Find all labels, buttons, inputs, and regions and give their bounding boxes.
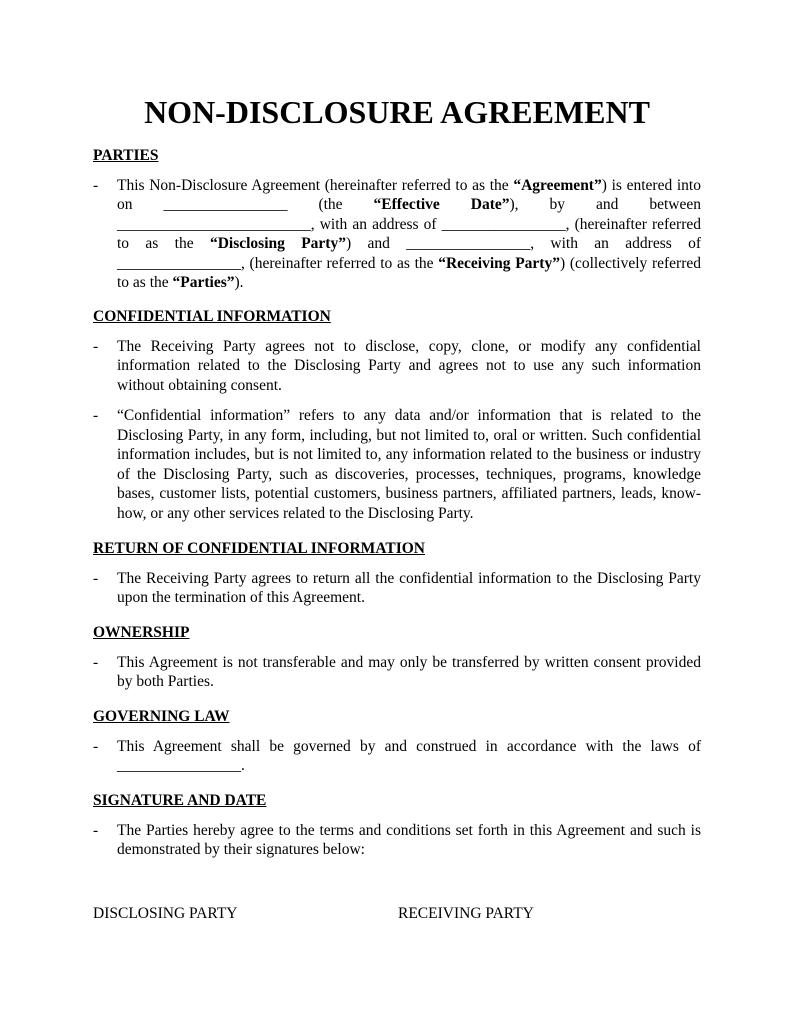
paragraph-text: The Parties hereby agree to the terms and conditions set forth in this Agreement and such is demonstrated by their signatures below:	[117, 821, 701, 858]
paragraph-text: The Receiving Party agrees to return all the confidential information to the Disclosing Party upon the termination of this Agreement.	[117, 569, 701, 606]
list-item	[93, 737, 701, 776]
section-heading: CONFIDENTIAL INFORMATION	[93, 308, 331, 325]
defined-term-parties: “Parties”	[172, 274, 235, 291]
document-title: NON-DISCLOSURE AGREEMENT	[144, 94, 650, 130]
section-heading: OWNERSHIP	[93, 624, 190, 641]
section-heading: GOVERNING LAW	[93, 708, 230, 725]
list-item	[93, 821, 701, 860]
defined-term-receiving-party: “Receiving Party”	[438, 254, 560, 272]
bullet-dash: -	[93, 407, 99, 424]
section-heading: SIGNATURE AND DATE	[93, 792, 267, 809]
list-item	[93, 176, 701, 293]
defined-term-effective-date: “Effective Date”	[373, 196, 510, 213]
list-item	[93, 653, 701, 692]
section-parties	[93, 146, 701, 304]
paragraph-text: This Non-Disclosure Agreement (hereinafter referred to as the	[117, 176, 514, 194]
section-ownership	[93, 623, 701, 703]
section-governing-law	[93, 707, 701, 787]
paragraph-text: The Receiving Party agrees not to disclose, copy, clone, or modify any confidential information related to the Disclosing Party and agrees not to use any such information without obtaining consent.	[117, 337, 701, 394]
section-return-of-confidential-information	[93, 539, 701, 619]
paragraph-text: ) and ________________, with an address of ________________, (hereinafter referred to as the	[117, 235, 702, 272]
section-signature-and-date	[93, 791, 701, 871]
paragraph-text: ), by and between _________________________, with an address of ________________, (hereinafter referred to as the	[117, 196, 701, 252]
list-item	[93, 406, 701, 523]
bullet-dash: -	[93, 176, 99, 194]
bullet-dash: -	[93, 337, 99, 355]
bullet-dash: -	[93, 569, 99, 587]
section-heading: PARTIES	[93, 147, 159, 164]
section-confidential-information	[93, 307, 701, 534]
defined-term-disclosing-party: “Disclosing Party”	[209, 235, 346, 252]
list-item	[93, 337, 701, 396]
list-item	[93, 569, 701, 608]
paragraph-text: ) is entered into on ________________ (the	[117, 176, 701, 213]
bullet-dash: -	[93, 821, 99, 839]
defined-term-agreement: “Agreement”	[513, 176, 602, 194]
paragraph-text: This Agreement shall be governed by and construed in accordance with the laws of ________________.	[117, 737, 701, 774]
paragraph-text: This Agreement is not transferable and may only be transferred by written consent provided by both Parties.	[117, 653, 701, 690]
receiving-party-signature-label: RECEIVING PARTY	[398, 905, 534, 922]
paragraph-text: ) (collectively referred to as the	[117, 254, 701, 291]
bullet-dash: -	[93, 737, 99, 755]
disclosing-party-signature-label: DISCLOSING PARTY	[93, 905, 238, 922]
parties-paragraph	[117, 176, 701, 293]
bullet-dash: -	[93, 653, 99, 671]
paragraph-text: ).	[234, 274, 244, 291]
section-heading: RETURN OF CONFIDENTIAL INFORMATION	[93, 540, 425, 557]
paragraph-text: “Confidential information” refers to any data and/or information that is related to the Disclosing Party, in any form, including, but not limited to, oral or written. Such confidential information includes, but is not limited to, any information related to the business or industry of the Disclosing Party, such as discoveries, processes, techniques, programs, knowledge bases, customer lists, potential customers, business partners, affiliated partners, leads, know-how, or any other services related to the Disclosing Party.	[117, 407, 701, 522]
